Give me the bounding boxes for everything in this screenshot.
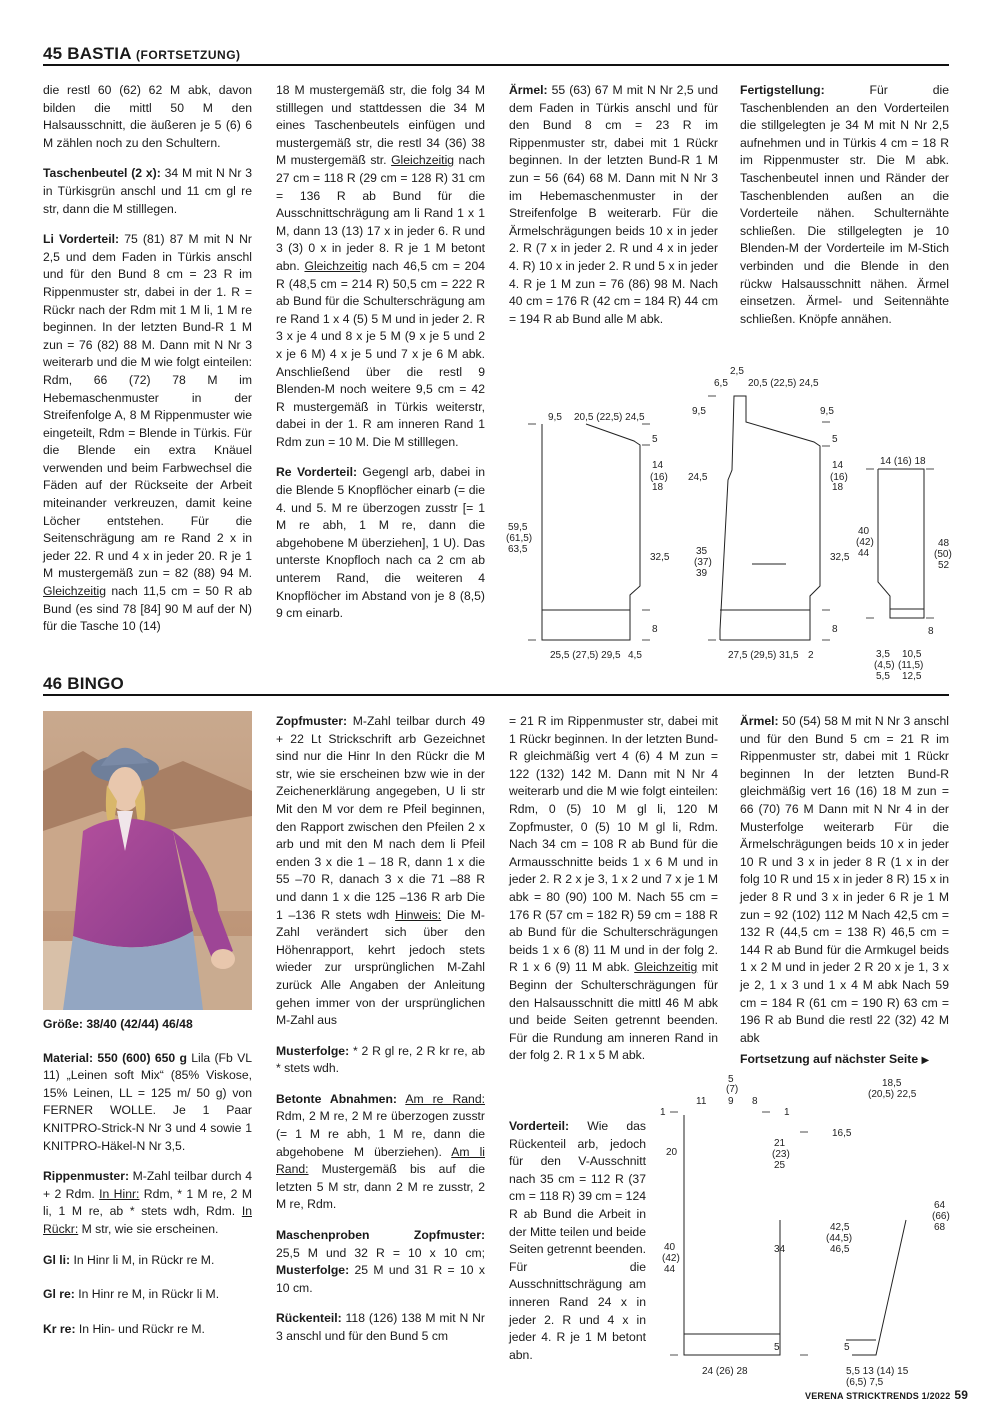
dim-label: 5 (832, 434, 838, 445)
para: Vorderteil: Wie das Rückenteil arb, jedoch für den V-Ausschnitt nach 35 cm = 112 R (37 cm = 118 R) 39 cm = 124 R ab Bund die Arbeit in der Mitte teilen und beide Seiten getrennt beenden. Für die Ausschnittschrägung am inneren Rand 24 x in jeder 2. R und 4 x in jeder 4. R je 1 M betont abn. (509, 1119, 646, 1362)
dim-label: (50) (934, 549, 952, 560)
dim-label: 27,5 (29,5) 31,5 (728, 650, 799, 661)
dim-label: 18,5 (882, 1078, 902, 1089)
dim-label: 9,5 (548, 412, 562, 423)
model-photo (43, 711, 252, 1010)
para: die restl 60 (62) 62 M abk, davon bilden die mittl 50 M den Halsausschnitt, die äußeren je 5 (6) 6 M zählen noch zu den Schultern. (43, 83, 252, 150)
dim-label: 9,5 (820, 406, 834, 417)
dim-label: 35 (696, 546, 708, 557)
dim-label: 5 (728, 1074, 734, 1085)
section-title-bingo: 46 BINGO (43, 674, 124, 693)
dim-label: (66) (932, 1211, 950, 1222)
para: Gl re: In Hinr re M, in Rückr li M. (43, 1287, 220, 1302)
dim-label: 11 (696, 1096, 707, 1107)
dim-label: 12,5 (902, 671, 922, 682)
para: Material: 550 (600) 650 g Lila (Fb VL 11) „Leinen soft Mix“ (85% Viskose, 15% Leinen, LL = 125 m/ 50 g) von FERNER WOLLE. Je 1 Paar KNITPRO-Strick-N Nr 3 und 4 sowie 1 KNITPRO-Häkel-N Nr 3,5. (43, 1050, 252, 1153)
dim-label: 2 (808, 650, 814, 661)
dim-label: (42) (856, 537, 874, 548)
dim-label: 1 (660, 1107, 666, 1118)
dim-label: 48 (938, 538, 950, 549)
dim-label: 5,5 (876, 671, 890, 682)
bingo-col-1 (43, 1016, 252, 1351)
dim-label: 63,5 (508, 544, 528, 555)
bastia-schematic (500, 360, 960, 690)
para: Kr re: In Hin- und Rückr re M. (43, 1321, 205, 1336)
continued-note: Fortsetzung auf nächster Seite ▶ (740, 1052, 930, 1067)
dim-label: 5 (774, 1342, 780, 1353)
bingo-col-2 (276, 713, 485, 1359)
dim-label: 42,5 (830, 1222, 850, 1233)
dim-label: 3,5 (876, 649, 890, 660)
dim-label: (4,5) (874, 660, 895, 671)
dim-label: 32,5 (650, 552, 670, 563)
para: Ärmel: 55 (63) 67 M mit N Nr 2,5 und dem Faden in Türkis anschl und für den Bund 8 cm = 23 R im Rippenmuster str, dabei mit 1 Rückr beginnen. In der letzten Bund-R 1 M zun = 56 (64) 68 M. Dann mit N Nr 3 im Hebemaschenmuster in der Streifenfolge B weiterarb. Für die Ärmelschrägungen beids 10 x in jeder 2. R (7 x in jeder 2. R und 4 x in jeder 4. R) 10 x in jeder 2. R und 5 x in jeder 4. R je 1 M zun = 76 (86) 98 M. Nach 40 cm = 176 R (42 cm = 184 R) 44 cm = 194 R ab Bund alle M abk. (509, 83, 718, 326)
dim-label: 39 (696, 568, 708, 579)
header-rule (43, 694, 949, 696)
dim-label: 68 (934, 1222, 946, 1233)
dim-label: 24 (26) 28 (702, 1366, 748, 1377)
dim-label: (11,5) (898, 660, 924, 671)
dim-label: (37) (694, 557, 712, 568)
dim-label: 18 (652, 482, 664, 493)
dim-label: 46,5 (830, 1244, 850, 1255)
para: = 21 R im Rippenmuster str, dabei mit 1 Rückr beginnen. In der letzten Bund-R gleichmäßig vert 4 (6) 4 M zun = 122 (132) 142 M. Dann mit N Nr 4 weiterarb und die M wie folgt einteilen: Rdm, 0 (5) 10 M gl li, 120 M Zopfmuster, 0 (5) 10 M gl li, Rdm. Nach 34 cm = 108 R ab Bund für die Armausschnitte beids 1 x 6 M und in jeder 2. R 2 x je 3, 1 x 2 und 7 x je 1 M abk = 80 (90) 100 M. Nach 55 cm = 176 R (57 cm = 182 R) 59 cm = 188 R ab Bund für die Schulterschrägungen beids 1 x 6 (8) 11 M und in der folg 2. R 1 x 6 (9) 11 M abk. Gleichzeitig mit Beginn der Schulterschrägungen für den Halsausschnitt die mittl 46 M abk und beide Seiten getrennt beenden. Für die Rundung am inneren Rand in der folg 2. R 1 x 5 M abk. (509, 714, 718, 1063)
bastia-col-2 (276, 82, 485, 636)
dim-label: 5,5 13 (14) 15 (846, 1366, 909, 1377)
bingo-col-4 (740, 713, 949, 1070)
dim-label: 8 (832, 624, 838, 635)
dim-label: 44 (858, 548, 870, 559)
dim-label: 14 (832, 460, 844, 471)
para: Fertigstellung: Für die Taschenblenden an den Vorderteilen die stillgelegten je 34 M mit N Nr 2,5 aufnehmen und in Türkis 4 cm = 18 R im Rippenmuster str. Die M abk. Taschenbeutel innen und Ränder der Taschenblenden außen an die Vorderteile nähen. Schulternähte schließen. Die stillgelegten je 10 Blenden-M der Vorderteile im M-Stich verbinden und die Blende in den rückw Halsausschnitt nähen. Ärmel einsetzen. Ärmel- und Seitennähte schließen. Knöpfe annähen. (740, 83, 949, 326)
dim-label: 25,5 (27,5) 29,5 (550, 650, 621, 661)
bastia-col-3 (509, 82, 718, 341)
page-footer: VERENA STRICKTRENDS 1/2022 59 (805, 1388, 969, 1402)
dim-label: 40 (664, 1242, 676, 1253)
dim-label: 64 (934, 1200, 946, 1211)
dim-label: 34 (774, 1244, 786, 1255)
dim-label: 8 (652, 624, 658, 635)
bastia-col-4 (740, 82, 949, 341)
dim-label: 44 (664, 1264, 676, 1275)
dim-label: 5 (652, 434, 658, 445)
dim-label: 6,5 (714, 378, 728, 389)
dim-label: (6,5) 7,5 (846, 1377, 884, 1388)
dim-label: 10,5 (902, 649, 922, 660)
dim-label: 2,5 (730, 366, 744, 377)
dim-label: (44,5) (826, 1233, 853, 1244)
para: 18 M mustergemäß str, die folg 34 M stilllegen und stattdessen die 34 M eines Taschenbeutels einfügen und mustergemäß str, die restl 34 (36) 38 M mustergemäß str. Gleichzeitig nach 27 cm = 118 R (29 cm = 128 R) 31 cm = 136 R ab Bund für die Ausschnittschrägung am li Rand 1 x 1 M, dann 13 (13) 17 x in jeder 6. R und 3 (3) 0 x in jeder 8. R je 1 M betont abn. Gleichzeitig nach 46,5 cm = 204 R (48,5 cm = 214 R) 50,5 cm = 222 R ab Bund für die Schulterschrägung am re Rand 1 x 4 (5) 5 M und in jeder 2. R 3 x je 4 und 8 x je 5 M (9 x je 5 und 2 x je 6 M) 4 x je 5 und 7 x je 6 M abk. Anschließend über die restl 9 Blenden-M noch weitere 9,5 cm = 42 R mustergemäß in Türkis weiterstr, dabei in der 1. R am inneren Rand 1 Rdm zun = 10 M. Die M stilllegen. (276, 83, 486, 449)
dim-label: 1 (784, 1107, 790, 1118)
para: Musterfolge: * 2 R gl re, 2 R kr re, ab * stets wdh. (276, 1043, 485, 1076)
dim-label: 32,5 (830, 552, 850, 563)
para: Ärmel: 50 (54) 58 M mit N Nr 3 anschl und für den Bund 5 cm = 21 R im Rippenmuster str, dabei mit 1 Rückr beginnen In der letzten Bund-R gleichmäßig vert 16 (16) 18 M zun = 66 (70) 76 M Dann mit N Nr 4 in der Musterfolge weiterarb Für die Ärmelschrägungen beids 10 x in jeder 10 R und 3 x in jeder 8 R (1 x in der folg 10 R und 15 x in jeder 8 R) 15 x in jeder 8 R und 3 x in jeder 6 R je 1 M zun = 92 (102) 112 M Nach 42,5 cm = 132 R (44,5 cm = 138 R) 46,5 cm = 144 R ab Bund für die Armkugel beids 1 x 2 M und in jeder 2 R 20 x je 1, 3 x je 2, 1 x 3 und 1 x 4 M abk Nach 59 cm = 184 R (61 cm = 190 R) 63 cm = 196 R ab Bund die restl 22 (32) 42 M abk (740, 714, 949, 1045)
dim-label: 24,5 (688, 472, 708, 483)
dim-label: 14 (652, 460, 664, 471)
para: Li Vorderteil: 75 (81) 87 M mit N Nr 2,5 und dem Faden in Türkis anschl und für den Bund 8 cm = 23 R im Rippenmuster str, dabei in der 1. R = Rückr nach der Rdm mit 1 M li, 1 M re beginnen. In der letzten Bund-R 1 M zun = 76 (82) 88 M. Dann mit N Nr 3 weiterarb und die M wie folgt einteilen: Rdm, 66 (72) 78 M im Hebemaschenmuster in der Streifenfolge A, 8 M Rippenmuster wie eingeteilt, Rdm = Blende in Türkis. Für die Blende ein extra Knäuel verwenden und beim Farbwechsel die Fäden auf der Rückseite der Arbeit miteinander verkreuzen, damit keine Löcher entstehen. Für die Seitenschrägung am re Rand 2 x in jeder 22. R und 4 x in jeder 20. R je 1 M mustergemäß zun = 82 (88) 94 M. Gleichzeitig nach 11,5 cm = 50 R ab Bund (es sind 78 [84] 90 M auf der N) für die Tasche 10 (14) (43, 232, 252, 634)
section-title-bastia: 45 BASTIA (FORTSETZUNG) (43, 44, 241, 63)
dim-label: (61,5) (506, 533, 533, 544)
bastia-col-1 (43, 82, 252, 649)
dim-label: 8 (928, 626, 934, 637)
dim-label: 20,5 (22,5) 24,5 (748, 378, 819, 389)
dim-label: 14 (16) 18 (880, 456, 926, 467)
para: Rückenteil: 118 (126) 138 M mit N Nr 3 anschl und für den Bund 5 cm (276, 1311, 485, 1343)
para: Re Vorderteil: Gegengl arb, dabei in die Blende 5 Knopflöcher einarb (= die 4. und 5. M re überzogen zusstr [= 1 M re abh, 1 M re, dann die abgehobene M überziehen], 1 U). Das unterste Knopfloch nach ca 2 cm ab unterem Rand, die weiteren 4 Knopflöcher im Abstand von je 8 (8,5) 9 cm einarb. (276, 465, 485, 621)
bingo-col-3a (509, 713, 718, 1078)
dim-label: 25 (774, 1160, 786, 1171)
para: Taschenbeutel (2 x): 34 M mit N Nr 3 in Türkisgrün anschl und 11 cm gl re str, dann die M stilllegen. (43, 166, 252, 216)
dim-label: 9,5 (692, 406, 706, 417)
dim-label: (42) (662, 1253, 680, 1264)
para: Betonte Abnahmen: Am re Rand: Rdm, 2 M re, 2 M re überzogen zusstr (= 1 M re abh, 1 M re, dann die abgehobene M überziehen). Am li Rand: Mustergemäß bis auf die letzten 5 M str, dann 2 M re zusstr, 2 M re, Rdm. (276, 1091, 486, 1212)
bingo-col-3b (509, 1118, 646, 1377)
dim-label: (7) (726, 1084, 739, 1095)
dim-label: 20 (666, 1147, 678, 1158)
dim-label: 40 (858, 526, 870, 537)
dim-label: 4,5 (628, 650, 642, 661)
dim-label: (23) (772, 1149, 790, 1160)
para: Gl li: In Hinr li M, in Rückr re M. (43, 1252, 215, 1267)
dim-label: 9 (728, 1096, 734, 1107)
dim-label: 59,5 (508, 522, 528, 533)
size-line: Größe: 38/40 (42/44) 46/48 (43, 1017, 193, 1031)
header-rule (43, 64, 949, 66)
dim-label: 5 (844, 1342, 850, 1353)
dim-label: (16) (830, 472, 848, 483)
dim-label: 52 (938, 560, 950, 571)
para: Rippenmuster: M-Zahl teilbar durch 4 + 2 Rdm. In Hinr: Rdm, * 1 M re, 2 M li, 1 M re, ab * stets wdh, Rdm. In Rückr: M str, wie sie erscheinen. (43, 1169, 252, 1236)
dim-label: 18 (832, 482, 844, 493)
dim-label: (20,5) 22,5 (868, 1089, 917, 1100)
para: Maschenproben Zopfmuster: 25,5 M und 32 R = 10 x 10 cm; Musterfolge: 25 M und 31 R = 10 x 10 cm. (276, 1228, 485, 1295)
dim-label: 21 (774, 1138, 786, 1149)
dim-label: 20,5 (22,5) 24,5 (574, 412, 645, 423)
triangle-right-icon: ▶ (921, 1055, 930, 1067)
dim-label: (16) (650, 472, 668, 483)
dim-label: 8 (752, 1096, 758, 1107)
para: Zopfmuster: M-Zahl teilbar durch 49 + 22 Lt Strickschrift arb Gezeichnet sind nur die Hinr In den Rückr die M str, wie sie erscheinen bzw wie in der Zeichenerklärung angegeben, U li str Mit den M vor dem re Pfeil beginnen, den Rapport zwischen den Pfeilen 2 x arb und mit den M nach dem li Pfeil enden 3 x die 1 – 18 R, dann 1 x die 55 –70 R, danach 3 x die 71 –88 R und dann 1 x die 125 –136 R arb Die 1 –136 R stets wdh Hinweis: Die M-Zahl verändert sich über den Höhenrapport, kehrt jedoch stets wieder zur ursprünglichen M-Zahl zurück Alle Angaben der Anleitung gehen immer von der ursprünglichen M-Zahl aus (276, 714, 485, 1028)
dim-label: 16,5 (832, 1128, 852, 1139)
bingo-schematic (650, 1070, 970, 1388)
